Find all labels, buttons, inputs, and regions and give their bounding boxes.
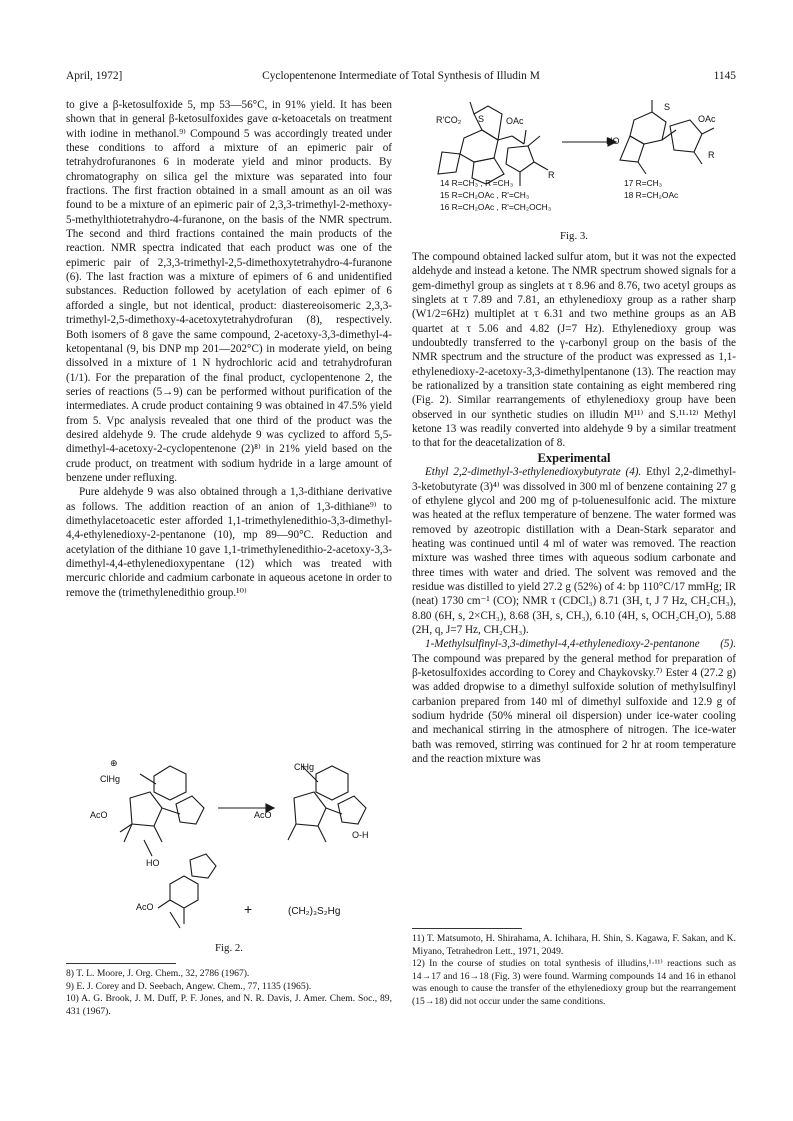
- left-column: [66, 98, 392, 600]
- header-date: April, 1972]: [66, 70, 123, 82]
- fig2-reagent-label: (CH₂)₃S₂Hg: [288, 906, 341, 917]
- fig2-plus-sign: +: [244, 901, 253, 917]
- fig3-product-r: R: [708, 150, 715, 160]
- experimental-paragraph-5: [412, 637, 736, 766]
- fig3-label-r: R: [548, 170, 555, 180]
- section-heading-experimental: Experimental: [537, 450, 611, 465]
- compound-5-title: 1-Methylsulfinyl-3,3-dimethyl-4,4-ethylenedioxy-2-pentanone (5).: [425, 638, 736, 651]
- fig3-product-ho: HO: [606, 136, 620, 146]
- fig2-label-charge: ⊕: [110, 758, 118, 768]
- footnote-rule-left: [66, 963, 176, 964]
- figure-2-scheme: [66, 752, 392, 938]
- footnote-10: 10) A. G. Brook, J. M. Duff, P. F. Jones, and N. R. Davis, J. Amer. Chem. Soc., 89, 431 (1967).: [66, 993, 392, 1017]
- fig2-product-structure: [158, 854, 216, 928]
- right-column: [412, 250, 736, 766]
- fig2-intermediate-oh: O-H: [352, 830, 369, 840]
- footnote-8: 8) T. L. Moore, J. Org. Chem., 32, 2786 (1967).: [66, 968, 250, 979]
- fig3-label-rco2: R'CO₂: [436, 115, 462, 125]
- footnotes-right: [412, 933, 736, 1009]
- left-paragraph-2: Pure aldehyde 9 was also obtained through a 1,3-dithiane derivative as follows. The addition reaction of an anion of 1,3-dithiane⁹⁾ to dimethylacetoacetic ester afforded 1,1-trimethylenedithio-3,3-dimethyl-4,4-ethylenedioxy-2-pentanone (10), mp 89—90°C. Reduction and acetylation of the dithiane 10 gave 1,1-trimethylenedithio-2-acetoxy-3,3-dimethyl-4,4-ethylenedioxypentane (12) which was treated with mercuric chloride and cadmium carbonate in aqueous acetone in order to remove the (trimethylenedithio group.¹⁰⁾: [66, 486, 392, 599]
- fig2-intermediate-aco: AcO: [254, 810, 272, 820]
- footnotes-left: [66, 968, 392, 1018]
- figure-3-caption: Fig. 3.: [560, 230, 588, 242]
- compound-5-text: The compound was prepared by the general method for preparation of β-ketosulfoxides according to Corey and Chaykovsky.⁷⁾ Ester 4 (27.2 g) was added dropwise to a dimethyl sulfoxide solution of methylsulfinyl carbanion prepared from 140 ml of dimethyl sulfoxide and 12.9 g of sodium hydride (50% mineral oil dispersion) under ice-water cooling and mechanical stirring in the atmosphere of nitrogen. The ice-water bath was removed, stirring was continued for 2 hr at room temperature and the reaction mixture was: [412, 652, 736, 766]
- compound-4-title: Ethyl 2,2-dimethyl-3-ethylenedioxybutyrate (4).: [425, 466, 642, 479]
- fig2-reactant-structure: [120, 766, 204, 856]
- fig2-intermediate-clhg: ClHg: [294, 762, 315, 772]
- fig3-label-oac: OAc: [506, 116, 524, 126]
- fig3-legend-17: 17 R=CH₃: [624, 178, 663, 188]
- figure-2-caption: Fig. 2.: [215, 942, 243, 954]
- footnote-11: 11) T. Matsumoto, H. Shirahama, A. Ichihara, H. Shin, S. Kagawa, F. Sakan, and K. Miyano, Tetrahedron Lett., 1971, 2049.: [412, 933, 736, 957]
- right-paragraph-1: The compound obtained lacked sulfur atom, but it was not the expected aldehyde and instead a ketone. The NMR spectrum showed signals for a gem-dimethyl group as singlets at τ 8.96 and 8.76, two acetyl groups as singlets at τ 7.89 and 7.81, an ethylenedioxy group as a rather sharp (W1/2=6Hz) multiplet at τ 6.31 and two methine groups as an AB quartet at τ 5.06 and 4.82 (J=7 Hz). Ethylenedioxy group was undoubtedly transferred to the γ-carbonyl group on the basis of the NMR spectrum and the structure of the product was expressed as 1,1-ethylenedioxy-2-acetoxy-3,3-dimethylpentanone (13). The reaction may be rationalized by a transition state containing as eight membered ring (Fig. 2). Similar rearrangements of ethylenedioxy group have been observed in our synthetic studies on illudin M¹¹⁾ and S.¹¹·¹²⁾ Methyl ketone 13 was readily converted into aldehyde 9 by a similar treatment to that for the deacetalization of 8.: [412, 251, 736, 450]
- fig3-legend-15: 15 R=CH₂OAc , R'=CH₃: [440, 190, 530, 200]
- page-number: 1145: [713, 70, 736, 82]
- fig3-legend-16: 16 R=CH₂OAc , R'=CH₂OCH₃: [440, 202, 552, 212]
- footnote-12: 12) In the course of studies on total synthesis of illudins,¹·¹¹⁾ reactions such as 14→17 and 16→18 (Fig. 3) were found. Warming compounds 14 and 16 in ethanol was enough to cause the transfer of the ethylenedioxy group but the rearrangement (15→18) did not occur under the same conditions.: [412, 958, 736, 1007]
- fig3-product-s: S: [664, 102, 671, 112]
- fig2-label-aco: AcO: [90, 810, 108, 820]
- experimental-paragraph-4: [412, 465, 736, 637]
- running-header: [66, 70, 736, 86]
- fig2-label-clhg: ClHg: [100, 774, 121, 784]
- header-title: Cyclopentenone Intermediate of Total Synthesis of Illudin M: [262, 70, 540, 82]
- figure-3-scheme: [412, 100, 736, 230]
- fig3-legend-14: 14 R=CH₃ , R'=CH₃: [440, 178, 514, 188]
- compound-4-text: Ethyl 2,2-dimethyl-3-ketobutyrate (3)⁴⁾ was dissolved in 300 ml of benzene containing 27 g of ethylene glycol and 200 mg of p-toluenesulfonic acid. The mixture was heated at the reflux temperature of benzene. The water formed was removed by azeotropic distillation with a Dean-Stark separator and heating was continued until 4 ml of water was removed. The reaction mixture was washed three times with aqueous sodium carbonate and three times with water and dried. The solvent was removed and the residue was distilled to yield 27.2 g (52%) of 4: bp 110°C/17 mmHg; IR (neat) 1730 cm⁻¹ (CO); NMR τ (CDCl₃) 8.71 (3H, t, J 7 Hz, CH₂CH₃), 8.80 (6H, s, 2×CH₃), 8.68 (3H, s, CH₃), 6.10 (4H, s, OCH₂CH₂O), 5.88 (2H, q, J=7 Hz, CH₂CH₃).: [412, 466, 736, 636]
- fig3-product-oac: OAc: [698, 114, 716, 124]
- footnote-9: 9) E. J. Corey and D. Seebach, Angew. Chem., 77, 1135 (1965).: [66, 980, 312, 992]
- footnote-rule-right: [412, 928, 522, 929]
- left-paragraph-1: to give a β-ketosulfoxide 5, mp 53—56°C, in 91% yield. It has been shown that in general β-ketosulfoxides gave α-ketoacetals on treatment with iodine in methanol.⁹⁾ Compound 5 was accordingly treated under these conditions to afford a mixture of an epimeric pair of tetrahydrofuranones 6 in moderate yield and minor products. By chromatography on silica gel the mixture was separated into four fractions. The first fraction obtained in a small amount as an oil was found to be a mixture of an epimeric pair of 2,3,3-trimethyl-2-methoxy-5-methylthiotetrahydro-4-furanone, on the basis of the NMR spectrum. The second and third fractions contained the main products of the reaction. NMR spectra indicated that each product was one of the epimeric pair of 2,3,3-trimethyl-2,5-dimethoxytetrahydro-4-furanone (6). The last fraction was a mixture of epimers of 6 and unidentified substances. Reduction followed by acetylation of each epimer of 6 afforded a single, but not identical, product: diastereoisomeric 2,3,3-trimethyl-2,5-dimethoxy-4-acetoxytetrahydrofuran (8), respectively. Both isomers of 8 gave the same compound, 2-acetoxy-3,3-dimethyl-4-ketopentanal (9, bis DNP mp 201—202°C) in moderate yield, on being dissolved in a mixture of 1 N hydrochloric acid and tetrahydrofuran (1/1). For the preparation of the final product, cyclopentenone 2, the series of reactions (5→9) can be performed without purification of the intermediates. A crude product containing 9 was obtained in 47.5% yield from 5. Vpc analysis revealed that one third of the product was the desired aldehyde 9. The crude aldehyde 9 was cyclized to afford 5,5-dimethyl-4-acetoxy-2-cyclopentenone (2)⁸⁾ in 21% yield based on the crude product, on treatment with sodium hydride in a large amount of benzene under refluxing.: [66, 99, 392, 484]
- fig2-label-ho: HO: [146, 858, 160, 868]
- fig3-label-s: S: [478, 114, 485, 124]
- fig2-product-aco: AcO: [136, 902, 154, 912]
- fig3-legend-18: 18 R=CH₂OAc: [624, 190, 679, 200]
